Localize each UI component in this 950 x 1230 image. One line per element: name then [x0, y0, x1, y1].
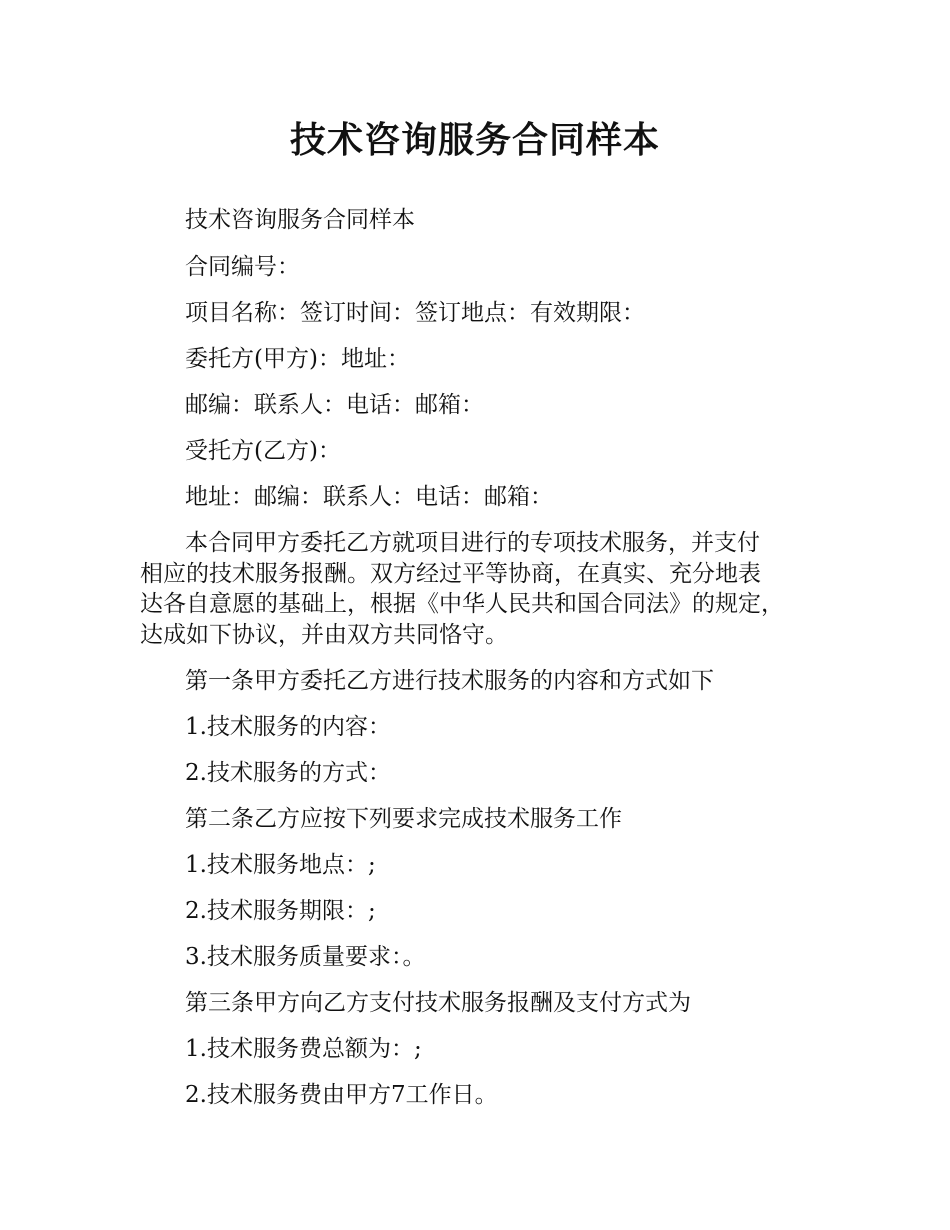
contract-number-line: 合同编号：	[185, 254, 300, 280]
article-three-item: 2.技术服务费由甲方7工作日。	[185, 1082, 498, 1108]
paragraph-line: 相应的技术服务报酬。双方经过平等协商，在真实、充分地表	[140, 560, 761, 587]
paragraph-line: 本合同甲方委托乙方就项目进行的专项技术服务，并支付	[185, 530, 760, 556]
contractor-contact-line: 地址：邮编：联系人：电话：邮箱：	[185, 484, 553, 510]
contract-preamble-paragraph	[140, 528, 840, 650]
project-info-line: 项目名称：签订时间：签订地点：有效期限：	[185, 300, 645, 326]
article-two-item: 3.技术服务质量要求：。	[185, 944, 426, 970]
article-one-heading: 第一条甲方委托乙方进行技术服务的内容和方式如下	[185, 668, 714, 694]
contractor-party-line: 受托方(乙方)：	[185, 438, 341, 464]
paragraph-line: 达成如下协议，并由双方共同恪守。	[140, 621, 508, 648]
document-title: 技术咨询服务合同样本	[289, 120, 660, 161]
paragraph-line: 达各自意愿的基础上，根据《中华人民共和国合同法》的规定，	[140, 591, 784, 617]
article-two-item: 1.技术服务地点：;	[185, 852, 376, 878]
client-party-line: 委托方(甲方)：地址：	[185, 346, 410, 372]
article-two-item: 2.技术服务期限：;	[185, 898, 376, 924]
article-three-item: 1.技术服务费总额为：;	[185, 1036, 422, 1062]
client-contact-line: 邮编：联系人：电话：邮箱：	[185, 392, 484, 418]
article-one-item: 1.技术服务的内容：	[185, 714, 391, 740]
article-two-heading: 第二条乙方应按下列要求完成技术服务工作	[185, 806, 622, 832]
contract-subtitle: 技术咨询服务合同样本	[185, 207, 415, 233]
article-three-heading: 第三条甲方向乙方支付技术服务报酬及支付方式为	[185, 990, 691, 1016]
article-one-item: 2.技术服务的方式：	[185, 760, 391, 786]
